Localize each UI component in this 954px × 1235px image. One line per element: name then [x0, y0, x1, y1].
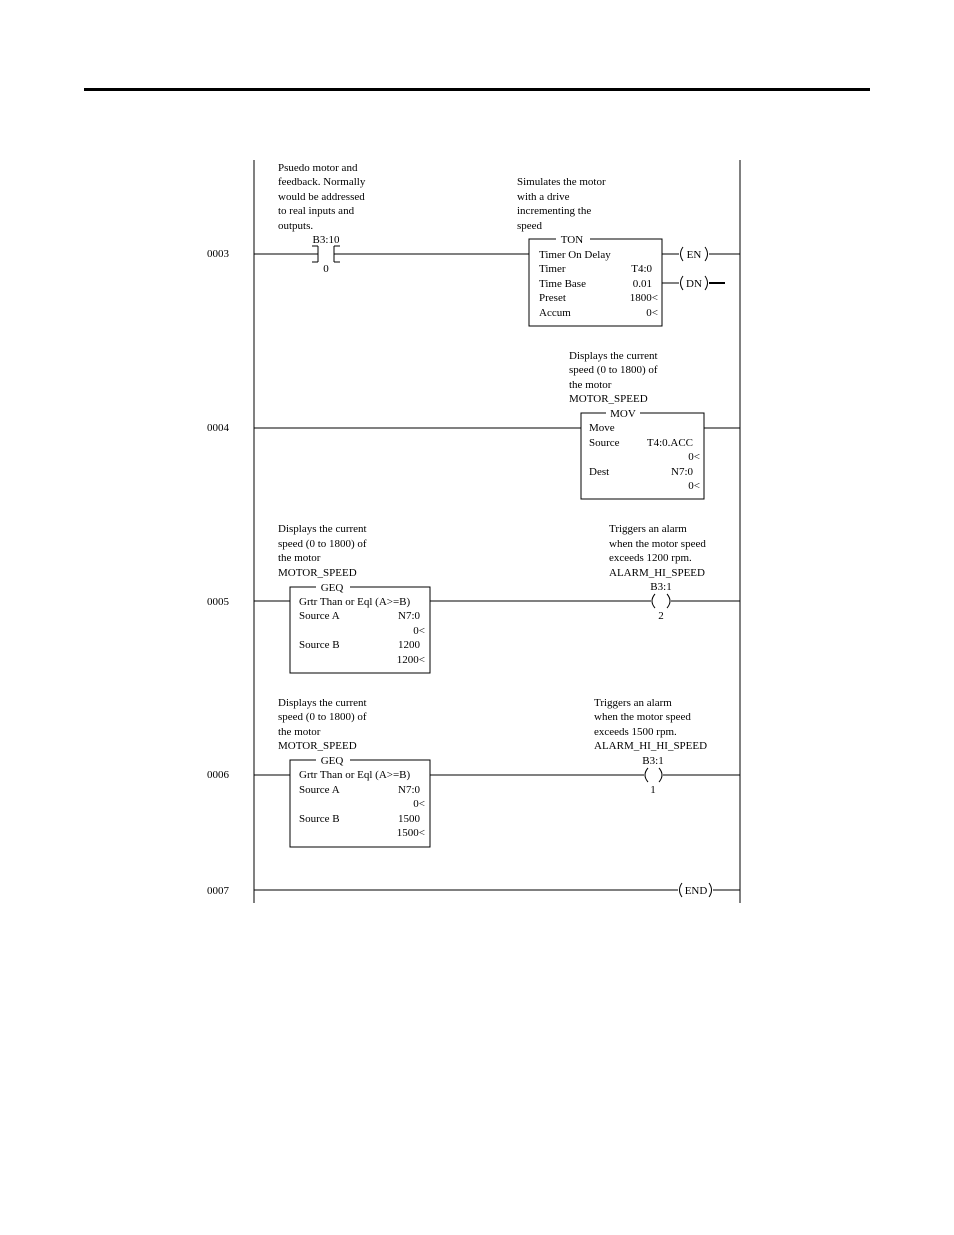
param-value: 1500 [398, 813, 420, 825]
comment-line: the motor [278, 726, 321, 738]
comment-line: MOTOR_SPEED [278, 740, 357, 752]
comment-line: speed [517, 220, 543, 232]
param-label: Source [589, 437, 620, 449]
param-live-value: 0< [413, 625, 425, 637]
coil-label: DN [686, 278, 702, 290]
param-label: Preset [539, 292, 566, 304]
comment-line: with a drive [517, 191, 570, 203]
comment-line: Triggers an alarm [594, 697, 672, 709]
contact-bit: 0 [323, 263, 329, 275]
comment-line: exceeds 1500 rpm. [594, 726, 677, 738]
rung-comment-right [609, 523, 706, 579]
rung-comment-left [278, 162, 366, 232]
param-value: 0< [646, 307, 658, 319]
instruction-name: Grtr Than or Eql (A>=B) [299, 596, 411, 608]
rung-number: 0006 [207, 769, 229, 781]
instruction-title: MOV [610, 408, 636, 420]
rung-0003 [207, 162, 740, 326]
comment-line: Displays the current [278, 523, 367, 535]
coil-address: B3:1 [650, 581, 672, 593]
coil-bit: 1 [650, 784, 656, 796]
coil-bit: 2 [658, 610, 664, 622]
comment-line: outputs. [278, 220, 314, 232]
rung-0006 [207, 697, 740, 847]
instruction-name: Grtr Than or Eql (A>=B) [299, 769, 411, 781]
coil-address: B3:1 [642, 755, 664, 767]
header-rule [84, 88, 870, 91]
rung-number: 0003 [207, 248, 229, 260]
rung-number: 0007 [207, 885, 229, 897]
param-label: Source B [299, 639, 340, 651]
comment-line: speed (0 to 1800) of [278, 711, 367, 723]
instruction-title: GEQ [320, 755, 344, 767]
comment-line: MOTOR_SPEED [278, 567, 357, 579]
comment-line: Displays the current [278, 697, 367, 709]
comment-line: Triggers an alarm [609, 523, 687, 535]
contact-address: B3:10 [312, 234, 340, 246]
alarm-hi-hi-speed-coil[interactable] [642, 755, 663, 796]
dn-output-coil[interactable] [681, 276, 708, 290]
param-value: 0.01 [632, 278, 652, 290]
param-label: Timer [539, 263, 566, 275]
param-label: Source B [299, 813, 340, 825]
param-value: T4:0 [631, 263, 652, 275]
comment-line: to real inputs and [278, 205, 355, 217]
param-value: 1800< [629, 292, 658, 304]
rung-comment-left [278, 523, 367, 579]
rung-comment [569, 350, 658, 405]
param-live-value: 0< [688, 480, 700, 492]
rung-0005 [207, 523, 740, 673]
param-label: Source A [299, 610, 340, 622]
comment-line: when the motor speed [594, 711, 691, 723]
param-label: Source A [299, 784, 340, 796]
instruction-name: Move [589, 422, 615, 434]
comment-line: speed (0 to 1800) of [569, 364, 658, 376]
instruction-name: Timer On Delay [539, 249, 611, 261]
alarm-hi-speed-coil[interactable] [650, 581, 671, 622]
rung-comment-right [517, 176, 606, 232]
comment-line: feedback. Normally [278, 176, 366, 188]
mov-instruction-block[interactable] [581, 407, 704, 499]
comment-line: incrementing the [517, 205, 592, 217]
geq-instruction-block[interactable] [290, 754, 430, 847]
rung-comment-left [278, 697, 367, 752]
param-value: N7:0 [671, 466, 693, 478]
param-value: T4:0.ACC [646, 437, 693, 449]
rung-0007 [207, 883, 740, 897]
param-label: Accum [539, 307, 571, 319]
comment-line: ALARM_HI_SPEED [609, 567, 705, 579]
comment-line: MOTOR_SPEED [569, 393, 648, 405]
comment-line: Psuedo motor and [278, 162, 358, 174]
comment-line: would be addressed [278, 191, 365, 203]
param-live-value: 0< [413, 798, 425, 810]
param-value: N7:0 [398, 610, 420, 622]
rung-number: 0004 [207, 422, 229, 434]
rung-comment-right [594, 697, 707, 752]
comment-line: ALARM_HI_HI_SPEED [594, 740, 708, 752]
rung-0004 [207, 350, 740, 499]
instruction-title: GEQ [320, 582, 344, 594]
comment-line: when the motor speed [609, 538, 706, 550]
end-instruction [680, 883, 712, 897]
comment-line: the motor [278, 552, 321, 564]
comment-line: exceeds 1200 rpm. [609, 552, 692, 564]
ton-instruction-block[interactable] [529, 233, 662, 326]
param-label: Dest [589, 466, 610, 478]
end-label: END [684, 885, 708, 897]
param-live-value: 1200< [396, 654, 425, 666]
comment-line: the motor [569, 379, 612, 391]
param-label: Time Base [539, 278, 586, 290]
param-live-value: 1500< [396, 827, 425, 839]
param-value: 1200 [398, 639, 420, 651]
instruction-title: TON [560, 234, 584, 246]
comment-line: Displays the current [569, 350, 658, 362]
coil-label: EN [686, 249, 702, 261]
rung-number: 0005 [207, 596, 229, 608]
en-output-coil[interactable] [681, 247, 708, 261]
geq-instruction-block[interactable] [290, 581, 430, 673]
param-live-value: 0< [688, 451, 700, 463]
comment-line: Simulates the motor [517, 176, 606, 188]
comment-line: speed (0 to 1800) of [278, 538, 367, 550]
param-value: N7:0 [398, 784, 420, 796]
